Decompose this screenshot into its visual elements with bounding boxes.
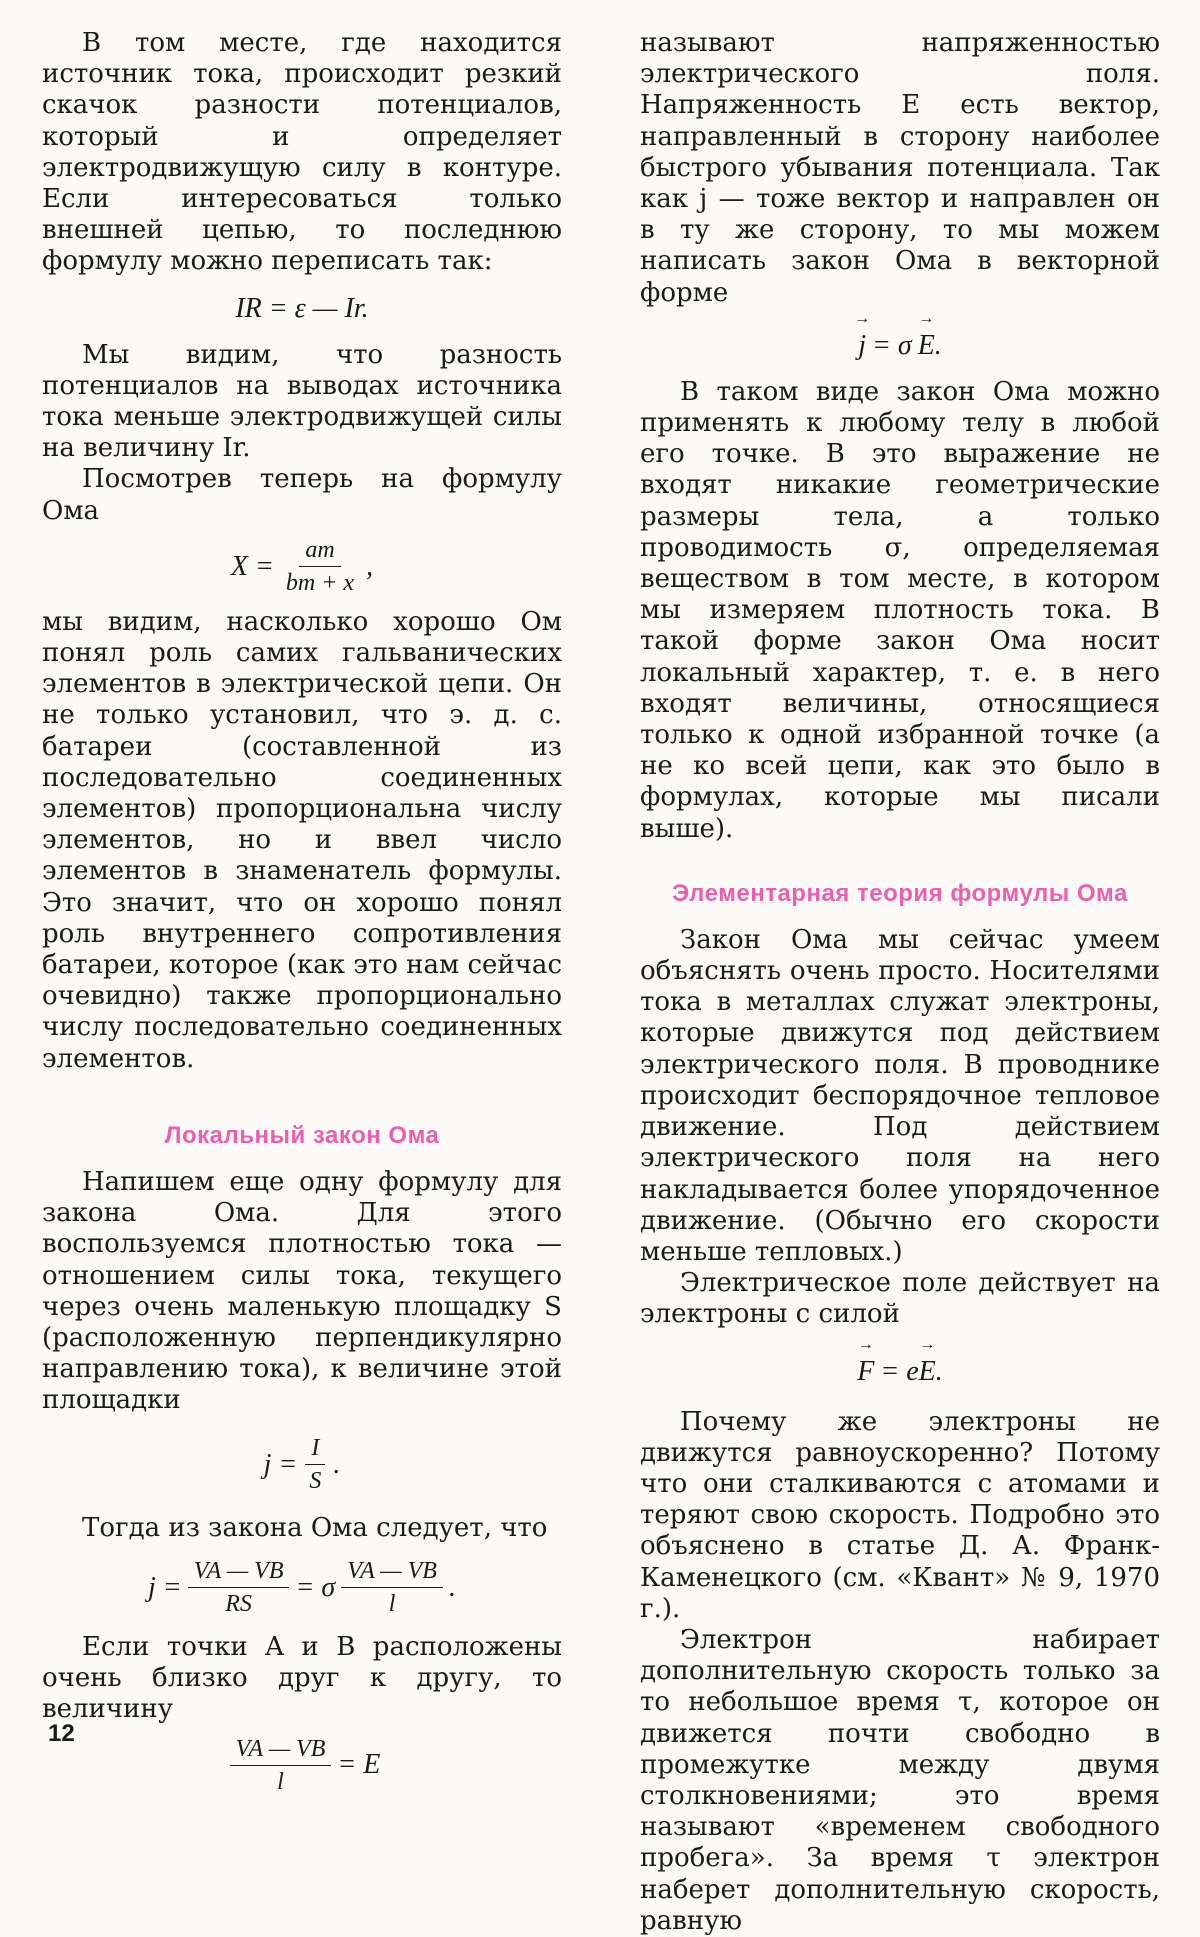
formula-ir: IR = ε — Ir. bbox=[235, 292, 369, 324]
formula-rhs: = E bbox=[337, 1749, 381, 1781]
formula-lhs: j = bbox=[263, 1448, 298, 1480]
formula-mid: = σ bbox=[295, 1571, 336, 1603]
formula-ohm-original bbox=[42, 527, 562, 607]
page-number: 12 bbox=[48, 1720, 75, 1747]
paragraph: В том месте, где находится источник тока, происходит резкий скачок разности потенциалов, который и определяет электродвижущую силу в контуре. Если интересоваться только внешней цепью, то последнюю формулу можно переписать так: bbox=[42, 28, 562, 277]
numerator: VA — VB bbox=[341, 1557, 443, 1588]
numerator: am bbox=[299, 536, 340, 567]
paragraph: Тогда из закона Ома следует, что bbox=[82, 1512, 548, 1543]
left-column bbox=[42, 28, 562, 1805]
fraction bbox=[341, 1557, 443, 1618]
paragraph: Электрическое поле действует на электроны с силой bbox=[640, 1268, 1160, 1330]
formula-force bbox=[640, 1331, 1160, 1407]
formula-tail: . bbox=[333, 1448, 341, 1480]
formula-ohm-density bbox=[42, 1544, 562, 1632]
numerator: VA — VB bbox=[230, 1735, 332, 1766]
formula-tail: , bbox=[366, 550, 374, 582]
numerator: VA — VB bbox=[188, 1557, 290, 1588]
vector-f: → F bbox=[857, 1356, 874, 1388]
formula-vector-ohm bbox=[640, 309, 1160, 377]
paragraph: Закон Ома мы сейчас умеем объяснять очень просто. Носителями тока в металлах служат электроны, которые движутся под действием электрического поля. В проводнике происходит беспорядочное тепловое движение. Под действием электрического поля на него накладывается более упорядоченное движение. (Обычно его скорости меньше тепловых.) bbox=[640, 924, 1160, 1267]
paragraph: Если точки A и B расположены очень близко друг к другу, то величину bbox=[42, 1631, 562, 1725]
formula-field-strength bbox=[42, 1725, 562, 1805]
section-heading: Локальный закон Ома bbox=[164, 1121, 440, 1149]
fraction bbox=[188, 1557, 290, 1618]
paragraph: Электрон набирает дополнительную скорость только за то небольшое время τ, которое он движется почти свободно в промежутке между двумя столкновениями; это время называют «временем свободного пробега». За время τ электрон наберет дополнительную скорость, равную bbox=[640, 1624, 1160, 1936]
fraction bbox=[230, 1735, 332, 1796]
vector-e: → E bbox=[918, 330, 935, 362]
vector-j: → j bbox=[858, 330, 866, 362]
formula-mid: = σ bbox=[871, 329, 912, 361]
denominator: RS bbox=[225, 1591, 252, 1618]
paragraph: Мы видим, что разность потенциалов на выводах источника тока меньше электродвижущей силы на величину Ir. bbox=[42, 339, 562, 464]
fraction bbox=[280, 536, 360, 597]
formula-tail: . bbox=[934, 329, 942, 361]
denominator: bm + x bbox=[285, 570, 355, 597]
fraction bbox=[303, 1434, 327, 1495]
paragraph: Почему же электроны не движутся равноускоренно? Потому что они сталкиваются с атомами и теряют свою скорость. Подробно это объяснено в статье Д. А. Франк-Каменецкого (см. «Квант» № 9, 1970 г.). bbox=[640, 1406, 1160, 1624]
formula-lhs: j = bbox=[148, 1571, 182, 1603]
formula-current-density bbox=[42, 1417, 562, 1513]
denominator: l bbox=[388, 1591, 396, 1618]
section-heading: Элементарная теория формулы Ома bbox=[672, 879, 1128, 907]
right-column bbox=[640, 28, 1160, 1937]
paragraph: В таком виде закон Ома можно применять к любому телу в любой его точке. В это выражение не входят никакие геометрические размеры тела, а только проводимость σ, определяемая веществом в том месте, в котором мы измеряем плотность тока. В такой форме закон Ома носит локальный характер, т. е. в него входят величины, относящиеся только к одной избранной точке (а не ко всей цепи, как это было в формулах, которые мы писали выше). bbox=[640, 376, 1160, 844]
numerator: I bbox=[305, 1434, 325, 1465]
formula-tail: . bbox=[448, 1571, 456, 1603]
paragraph: мы видим, насколько хорошо Ом понял роль самих гальванических элементов в электрической цепи. Он не только установил, что э. д. с. батареи (составленной из последовательно соединенных элементов) пропорциональна числу элементов, но и ввел число элементов в знаменатель формулы. Это значит, что он хорошо понял роль внутреннего сопротивления батареи, которое (как это нам сейчас очевидно) также пропорционально числу последовательно соединенных элементов. bbox=[42, 606, 562, 1074]
formula-lhs: X = bbox=[230, 550, 274, 582]
vector-e: → E bbox=[919, 1356, 936, 1388]
formula-mid: = e bbox=[880, 1355, 919, 1387]
denominator: l bbox=[277, 1768, 284, 1795]
paragraph: Напишем еще одну формулу для закона Ома. Для этого воспользуемся плотностью тока — отношением силы тока, текущего через очень маленькую площадку S (расположенную перпендикулярно направлению тока), к величине этой площадки bbox=[42, 1166, 562, 1416]
denominator: S bbox=[309, 1468, 322, 1495]
paragraph: называют напряженностью электрического поля. Напряженность E есть вектор, направленный в сторону наиболее быстрого убывания потенциала. Так как j — тоже вектор и направлен он в ту же сторону, то мы можем написать закон Ома в векторной форме bbox=[640, 28, 1160, 308]
paragraph: Посмотрев теперь на формулу Ома bbox=[42, 464, 562, 526]
formula-tail: . bbox=[935, 1355, 943, 1387]
